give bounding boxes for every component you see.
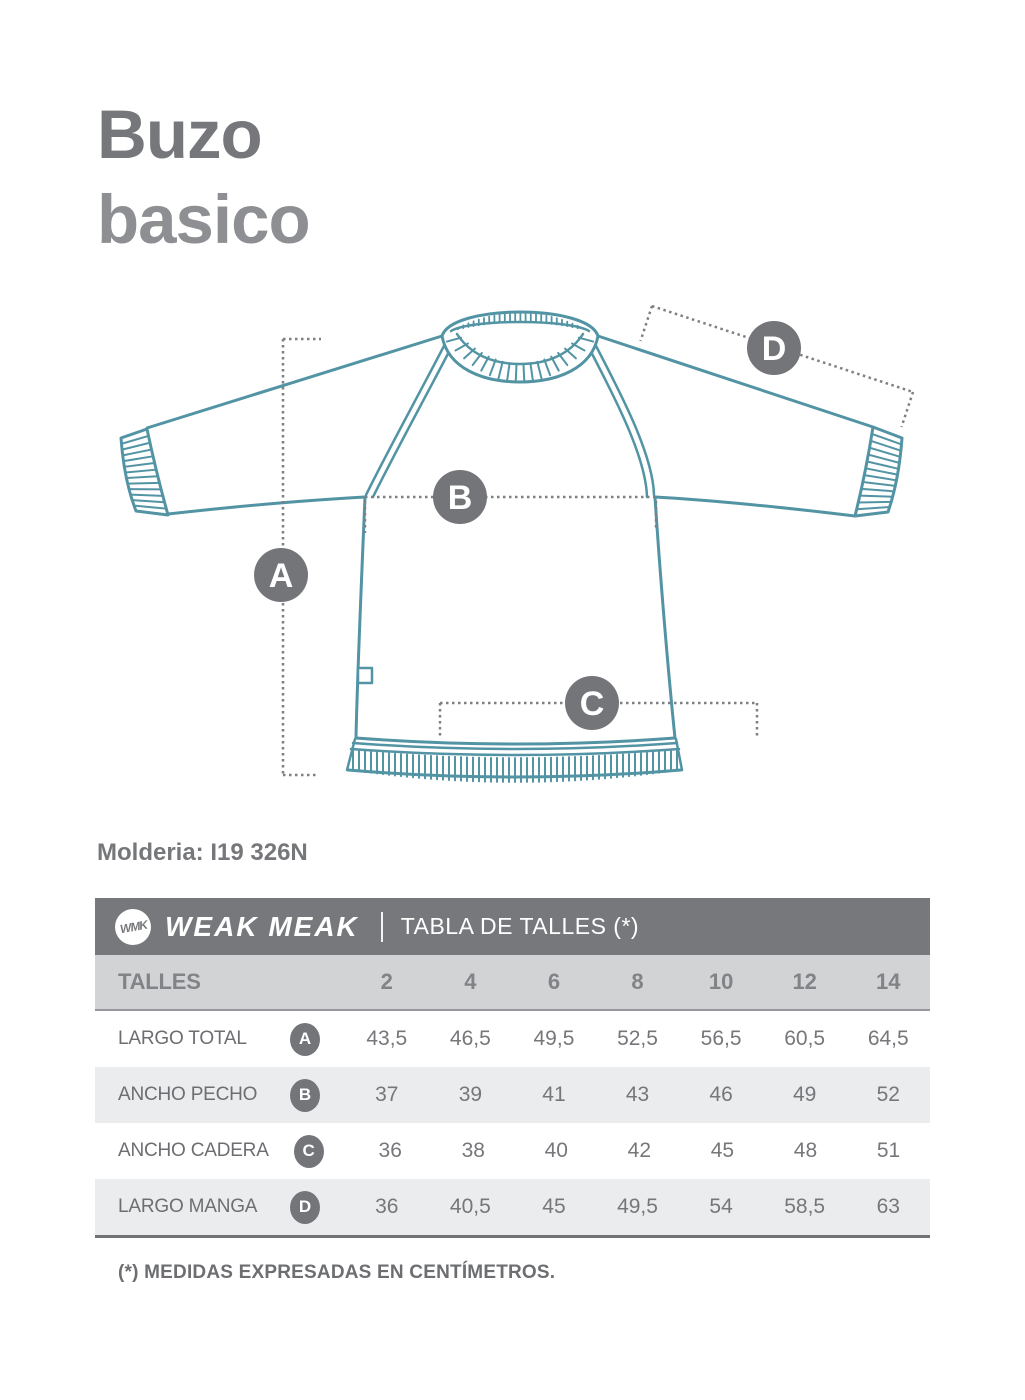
row-marker-cell	[265, 1023, 345, 1056]
size-value: 46,5	[449, 1027, 491, 1050]
row-marker-cell	[269, 1135, 349, 1168]
title-line1: Buzo	[97, 96, 262, 173]
size-value: 51	[876, 1139, 901, 1162]
size-value: 49,5	[533, 1027, 575, 1050]
table-row	[95, 1179, 930, 1235]
row-marker-badge: C	[294, 1135, 324, 1168]
size-value: 49	[793, 1083, 817, 1106]
sweater-outline	[121, 312, 902, 782]
marker-b-label: B	[447, 479, 473, 517]
size-value: 45	[542, 1195, 566, 1218]
size-value: 46	[709, 1083, 733, 1106]
row-marker-badge: D	[290, 1191, 320, 1224]
size-column-header: 10	[708, 969, 734, 994]
pattern-code: Molderia: I19 326N	[97, 839, 308, 866]
measure-d-right-tick	[902, 392, 914, 427]
sweater-sketch-svg	[90, 290, 940, 800]
size-value: 52	[876, 1083, 900, 1106]
size-value: 40,5	[449, 1195, 491, 1218]
size-value: 36	[375, 1195, 399, 1218]
table-row	[95, 1123, 930, 1179]
size-value: 38	[461, 1139, 485, 1162]
header-divider	[381, 912, 383, 942]
sweater-diagram	[90, 290, 940, 800]
size-value: 43	[625, 1083, 650, 1106]
row-marker-cell	[265, 1191, 345, 1224]
size-column-header: 14	[876, 969, 901, 994]
size-value: 63	[876, 1195, 900, 1218]
table-row	[95, 1011, 930, 1067]
row-marker-badge: A	[290, 1023, 320, 1056]
brand-name: WEAK MEAK	[165, 910, 359, 942]
size-table	[95, 898, 930, 1238]
size-value: 37	[375, 1083, 399, 1106]
marker-c-label: C	[579, 685, 605, 723]
size-value: 43,5	[366, 1027, 408, 1050]
page-title	[97, 92, 310, 262]
size-value: 58,5	[784, 1195, 826, 1218]
measure-d-left-tick	[641, 306, 653, 341]
size-value: 40	[544, 1139, 568, 1162]
size-value: 41	[542, 1083, 566, 1106]
sizes-cells	[345, 955, 930, 1009]
size-value: 45	[710, 1139, 735, 1162]
size-column-header: 12	[792, 969, 817, 994]
size-column-header: 6	[547, 969, 561, 994]
size-column-header: 2	[380, 969, 393, 994]
size-column-header: 8	[631, 969, 644, 994]
size-value: 56,5	[700, 1027, 742, 1050]
right-cuff-ribbing	[857, 434, 902, 509]
sizes-header-row	[95, 955, 930, 1011]
marker-a-label: A	[268, 557, 294, 595]
table-title: TABLA DE TALLES (*)	[400, 913, 640, 939]
size-value: 64,5	[867, 1027, 909, 1050]
size-value: 60,5	[784, 1027, 826, 1050]
side-tag	[358, 668, 372, 683]
size-value: 52,5	[617, 1027, 658, 1050]
row-label: LARGO TOTAL	[118, 1028, 247, 1049]
size-value: 49,5	[617, 1195, 658, 1218]
brand-logo-icon	[115, 909, 151, 945]
title-line2: basico	[97, 181, 310, 258]
row-marker-cell	[265, 1079, 345, 1112]
table-row	[95, 1067, 930, 1123]
row-marker-badge: B	[290, 1079, 320, 1112]
table-header-bar	[95, 898, 930, 955]
row-label: LARGO MANGA	[118, 1196, 258, 1217]
left-cuff-ribbing	[122, 436, 167, 509]
sizes-header-label: TALLES	[118, 969, 201, 994]
size-column-header: 4	[464, 969, 477, 994]
size-value: 36	[378, 1139, 402, 1162]
size-value: 42	[627, 1139, 652, 1162]
size-value: 54	[709, 1195, 733, 1218]
size-table-rows	[95, 1011, 930, 1235]
marker-d-label: D	[761, 330, 787, 368]
footnote: (*) MEDIDAS EXPRESADAS EN CENTÍMETROS.	[118, 1262, 556, 1283]
brand-monogram: WMK	[118, 917, 148, 936]
size-value: 39	[458, 1083, 483, 1106]
row-label: ANCHO PECHO	[118, 1084, 258, 1105]
size-value: 48	[793, 1139, 818, 1162]
row-label: ANCHO CADERA	[118, 1140, 269, 1161]
